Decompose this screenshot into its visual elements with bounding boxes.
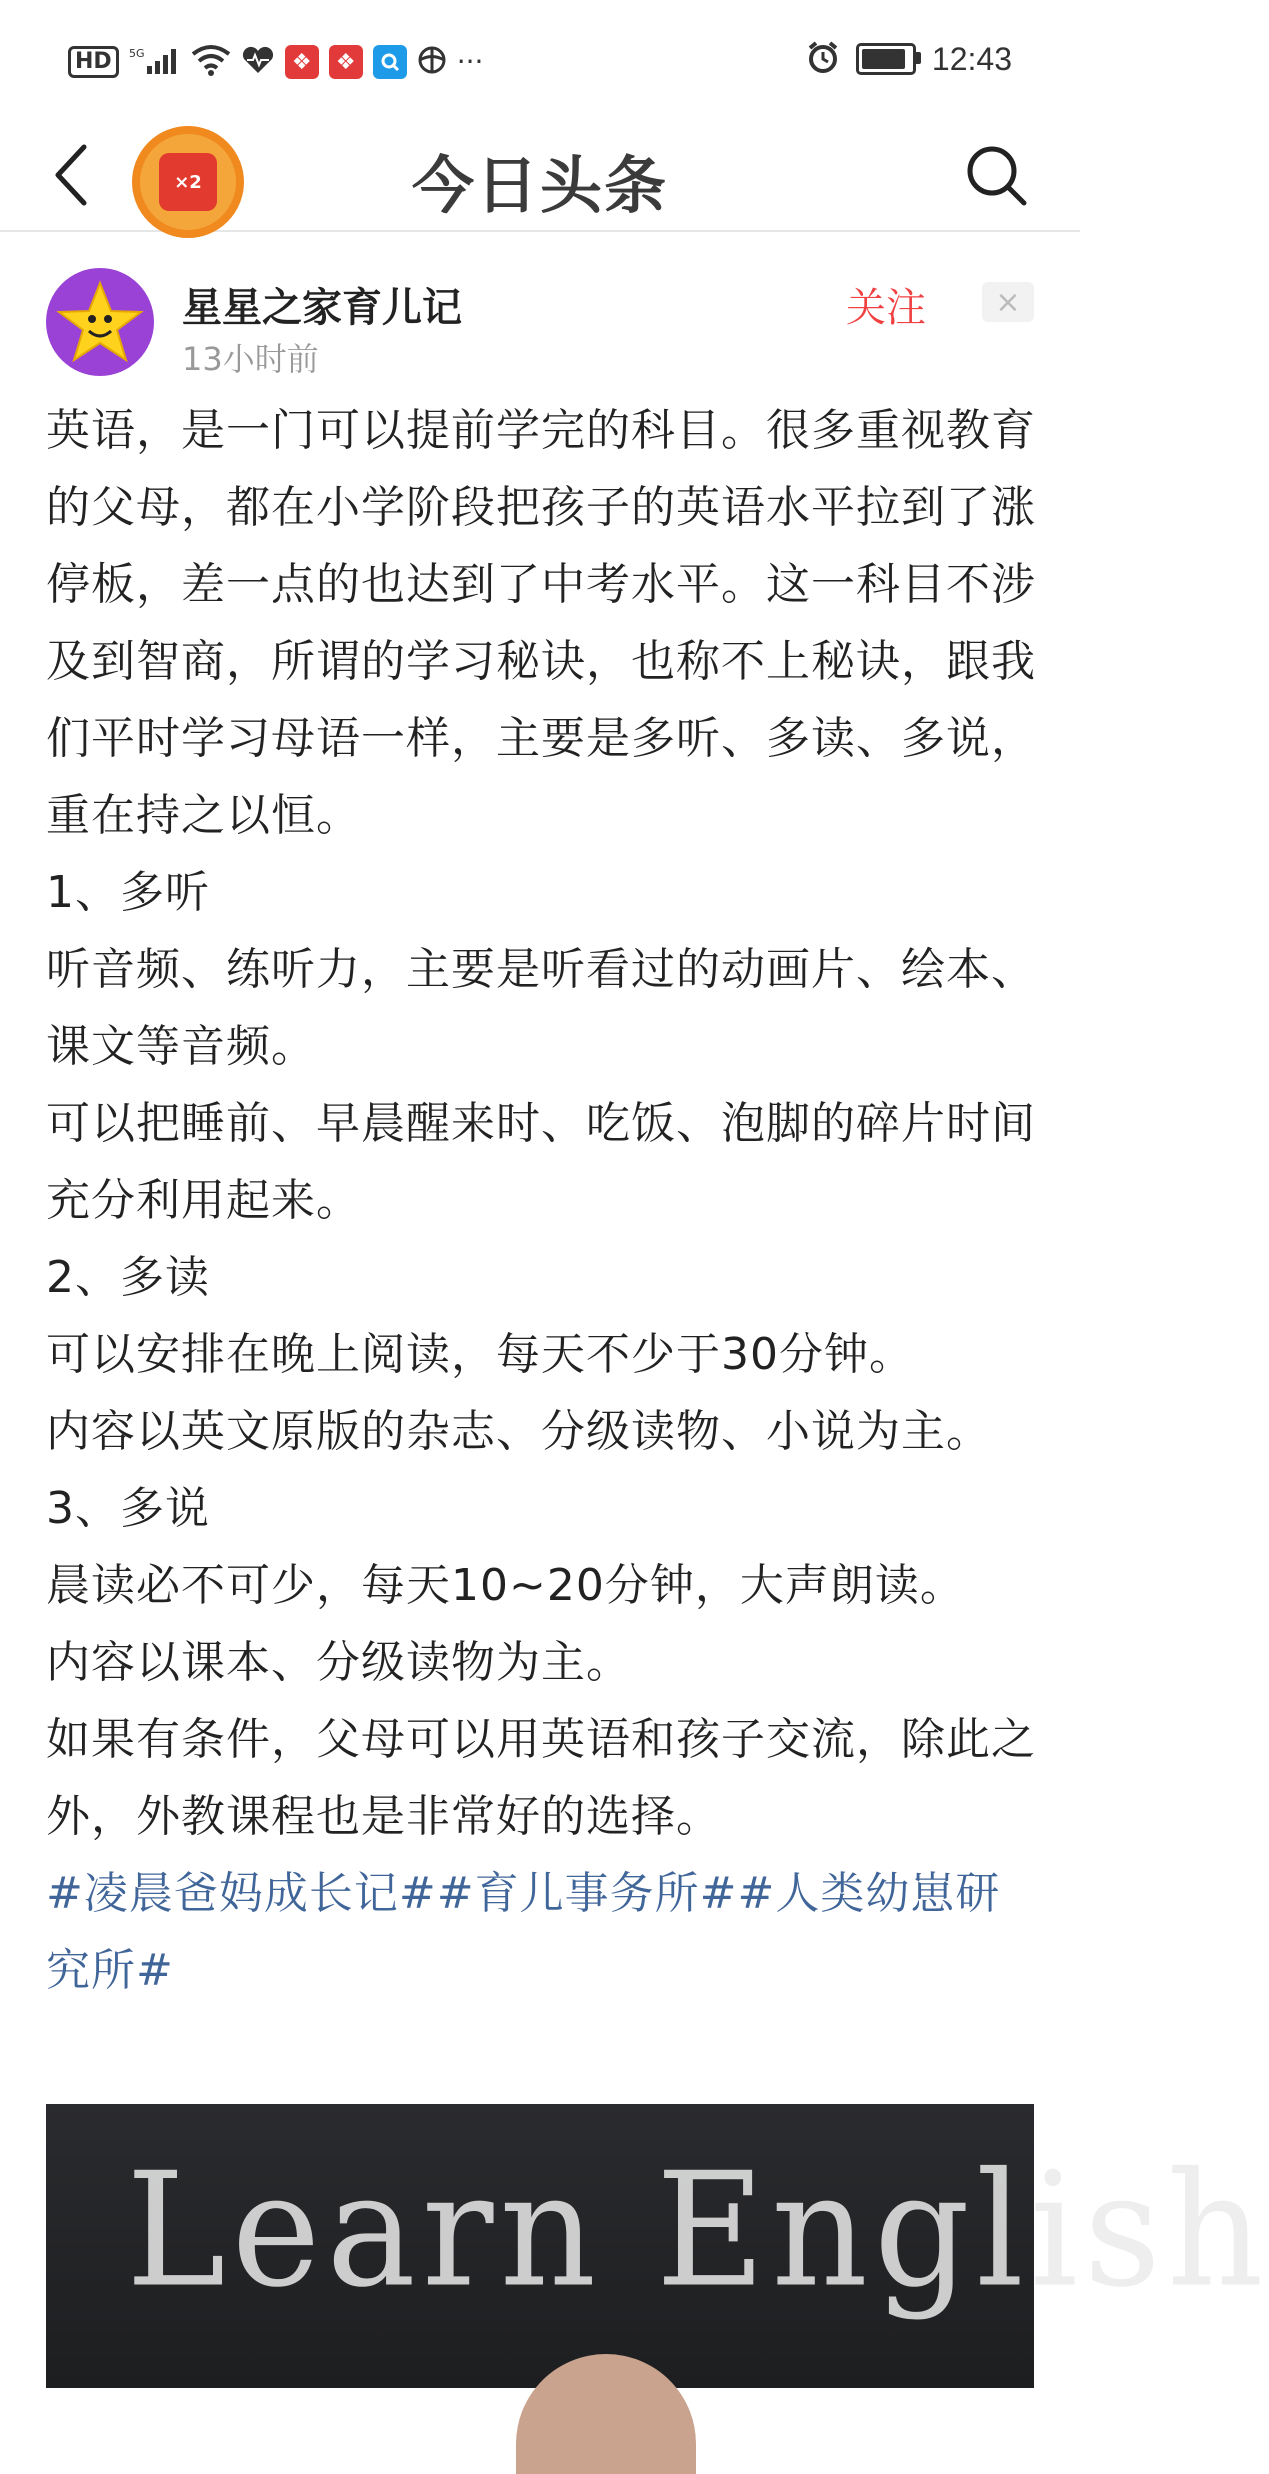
svg-text:5G: 5G: [128, 46, 145, 60]
search-icon: [964, 143, 1028, 207]
reward-red-packet-button[interactable]: [132, 126, 244, 238]
app-notification-icon: ❖: [329, 45, 363, 79]
article-paragraph: 可以把睡前、早晨醒来时、吃饭、泡脚的碎片时间充分利用起来。: [46, 1098, 1036, 1226]
alarm-icon: [806, 40, 840, 78]
search-button[interactable]: [958, 132, 1034, 218]
clock: 12:43: [931, 40, 1012, 77]
red-packet-icon: [159, 153, 217, 211]
wifi-icon: [191, 44, 231, 80]
battery-icon: [856, 43, 916, 75]
hd-indicator: HD: [68, 46, 119, 78]
back-button[interactable]: [42, 130, 102, 220]
article-paragraph: 内容以课本、分级读物为主。: [46, 1637, 631, 1688]
article-paragraph: 晨读必不可少，每天10~20分钟，大声朗读。: [46, 1560, 965, 1611]
author-name[interactable]: 星星之家育儿记: [182, 285, 462, 331]
post-time: 13小时前: [182, 340, 319, 378]
vpn-icon: [417, 45, 447, 79]
article-paragraph: 可以安排在晚上阅读，每天不少于30分钟。: [46, 1329, 914, 1380]
more-notifications-icon: ···: [456, 45, 484, 78]
chalkboard-text: Learn English: [126, 2139, 1269, 2323]
article-paragraph: 如果有条件，父母可以用英语和孩子交流，除此之外，外教课程也是非常好的选择。: [46, 1714, 1036, 1842]
star-avatar-icon: [55, 277, 145, 367]
top-nav-bar: [0, 120, 1080, 232]
app-notification-icon: ❖: [285, 45, 319, 79]
health-icon: [241, 45, 275, 79]
reward-multiplier: ×2: [174, 171, 202, 193]
article-heading: 1、多听: [46, 867, 210, 918]
chevron-left-icon: [52, 143, 92, 207]
article-heading: 2、多读: [46, 1252, 210, 1303]
avatar[interactable]: [46, 268, 154, 376]
search-app-icon: [373, 45, 407, 79]
article-body: [46, 392, 1036, 2009]
dismiss-button[interactable]: [982, 282, 1034, 322]
article-paragraph: 内容以英文原版的杂志、分级读物、小说为主。: [46, 1406, 991, 1457]
hashtag-links[interactable]: #凌晨爸妈成长记##育儿事务所##人类幼崽研究所#: [46, 1868, 1001, 1996]
close-icon: ×: [995, 284, 1021, 320]
article-paragraph: 听音频、练听力，主要是听看过的动画片、绘本、课文等音频。: [46, 944, 1036, 1072]
article-image[interactable]: [46, 2104, 1269, 2388]
article-paragraph: 英语，是一门可以提前学完的科目。很多重视教育的父母，都在小学阶段把孩子的英语水平拉到了涨停板，差一点的也达到了中考水平。这一科目不涉及到智商，所谓的学习秘诀，也称不上秘诀，跟我们平时学习母语一样，主要是多听、多读、多说，重在持之以恒。: [46, 405, 1036, 841]
status-left-icons: [68, 44, 483, 80]
child-photo-figure: [516, 2354, 696, 2474]
author-row: [46, 268, 1036, 388]
status-bar: [0, 0, 1080, 120]
follow-button[interactable]: 关注: [846, 285, 926, 331]
status-right-icons: [806, 40, 1012, 78]
signal-icon: [129, 46, 181, 79]
app-logo-title: 今日头条: [411, 149, 668, 222]
battery-fill: [862, 49, 905, 69]
article-heading: 3、多说: [46, 1483, 210, 1534]
